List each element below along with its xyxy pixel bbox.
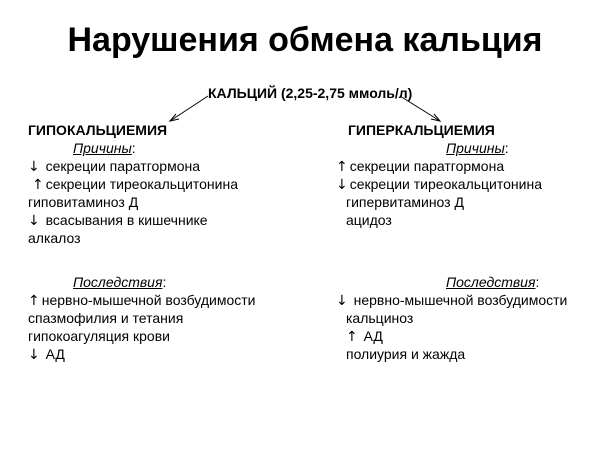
arrow-down-icon: ↓ (28, 213, 40, 229)
hypercalcemia-cause-item: ацидоз (346, 212, 392, 228)
arrow-up-icon: ↑ (32, 177, 44, 193)
hypocalcemia-column (28, 121, 255, 363)
hypocalcemia-effect-item: спазмофилия и тетания (28, 310, 184, 326)
hypercalcemia-cause-item: ↑ секреции паратгормона (336, 158, 505, 175)
arrow-up-icon: ↑ (336, 159, 348, 175)
hypocalcemia-effects-label: Последствия: (73, 274, 167, 290)
arrow-down-icon: ↓ (336, 293, 348, 309)
hypercalcemia-effect-item: ↑ АД (346, 328, 383, 345)
right-branch-arrow (400, 96, 440, 121)
hypercalcemia-effect-item: полиурия и жажда (346, 346, 466, 362)
left-branch-arrow (170, 96, 208, 121)
arrow-down-icon: ↓ (28, 347, 40, 363)
calcium-normal-range-label: КАЛЬЦИЙ (2,25-2,75 ммоль/л) (208, 85, 413, 101)
hypocalcemia-cause-item: гиповитаминоз Д (28, 194, 139, 210)
arrow-up-icon: ↑ (28, 293, 40, 309)
branch-arrows (0, 0, 610, 140)
hypocalcemia-cause-item: ↓ секреции паратгормона (28, 158, 200, 175)
hypercalcemia-column (336, 121, 567, 363)
hypercalcemia-cause-item: ↓ секреции тиреокальцитонина (336, 176, 542, 193)
arrow-up-icon: ↑ (346, 329, 358, 345)
hypocalcemia-effect-item: ↓ АД (28, 346, 65, 363)
hypocalcemia-causes-label: Причины: (73, 140, 136, 156)
hypocalcemia-effect-item: ↑ нервно-мышечной возбудимости (28, 292, 256, 309)
hypocalcemia-cause-item: алкалоз (28, 230, 81, 246)
hypocalcemia-heading: ГИПОКАЛЬЦИЕМИЯ (28, 122, 168, 138)
hypocalcemia-cause-item: ↑ секреции тиреокальцитонина (32, 176, 238, 193)
page-title: Нарушения обмена кальция (67, 21, 543, 59)
hypercalcemia-causes-label: Причины: (446, 140, 509, 156)
hypercalcemia-effect-item: кальциноз (346, 310, 414, 326)
hypocalcemia-cause-item: ↓ всасывания в кишечнике (28, 212, 208, 229)
hypercalcemia-heading: ГИПЕРКАЛЬЦИЕМИЯ (348, 122, 495, 138)
arrow-down-icon: ↓ (28, 159, 40, 175)
arrow-down-icon: ↓ (336, 177, 348, 193)
hypercalcemia-cause-item: гипервитаминоз Д (346, 194, 464, 210)
hypocalcemia-effect-item: гипокоагуляция крови (28, 328, 170, 344)
hypercalcemia-effect-item: ↓ нервно-мышечной возбудимости (336, 292, 568, 309)
hypercalcemia-effects-label: Последствия: (446, 274, 540, 290)
